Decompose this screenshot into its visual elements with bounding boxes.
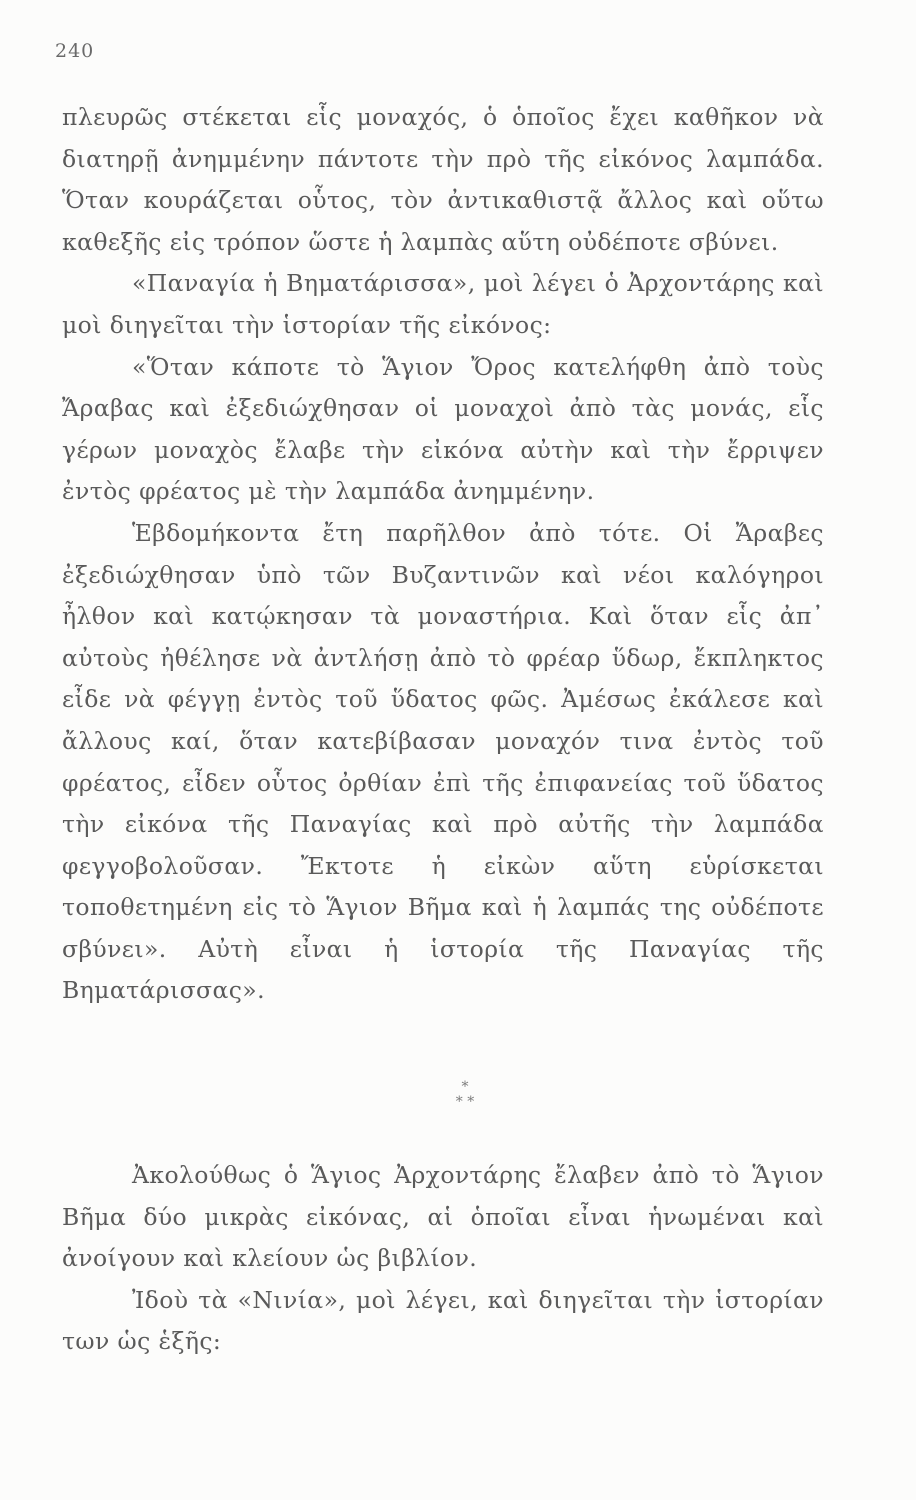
separator-stars-bottom: * * (455, 1094, 475, 1110)
paragraph-continuation: πλευρῶς στέκεται εἷς μοναχός, ὁ ὁποῖος ἔχει καθῆκον νὰ διατηρῇ ἀνημμένην πάντοτε τὴν πρὸ τῆς εἰκόνος λαμπάδα. Ὅταν κουράζεται οὗτος, τὸν ἀντικαθιστᾷ ἄλλος καὶ οὕτω καθεξῆς εἰς τρόπον ὥστε ἡ λαμπὰς αὕτη οὐδέποτε σβύνει. (62, 103, 824, 256)
second-text-block (62, 1155, 824, 1363)
paragraph: Ἰδοὺ τὰ «Νινία», μοὶ λέγει, καὶ διηγεῖται τὴν ἱστορίαν των ὡς ἑξῆς: (62, 1285, 824, 1356)
main-text-block (62, 97, 824, 1012)
paragraph: Ἀκολούθως ὁ Ἅγιος Ἀρχοντάρης ἔλαβεν ἀπὸ τὸ Ἅγιον Βῆμα δύο μικρὰς εἰκόνας, αἱ ὁποῖαι εἶναι ἡνωμέναι καὶ ἀνοίγουν καὶ κλείουν ὡς βιβλίον. (62, 1161, 824, 1273)
paragraph: Ἑβδομήκοντα ἔτη παρῆλθον ἀπὸ τότε. Οἱ Ἄραβες ἐξεδιώχθησαν ὑπὸ τῶν Βυζαντινῶν καὶ νέοι καλόγηροι ἦλθον καὶ κατῴκησαν τὰ μοναστήρια. Καὶ ὅταν εἷς ἀπ᾽ αὐτοὺς ἠθέλησε νὰ ἀντλήσῃ ἀπὸ τὸ φρέαρ ὕδωρ, ἔκπληκτος εἶδε νὰ φέγγῃ ἐντὸς τοῦ ὕδατος φῶς. Ἀμέσως ἐκάλεσε καὶ ἄλλους καί, ὅταν κατεβίβασαν μοναχόν τινα ἐντὸς τοῦ φρέατος, εἶδεν οὗτος ὀρθίαν ἐπὶ τῆς ἐπιφανείας τοῦ ὕδατος τὴν εἰκόνα τῆς Παναγίας καὶ πρὸ αὐτῆς τὴν λαμπάδα φεγγοβολοῦσαν. Ἔκτοτε ἡ εἰκὼν αὕτη εὑρίσκεται τοποθετημένη εἰς τὸ Ἅγιον Βῆμα καὶ ἡ λαμπάς της οὐδέποτε σβύνει». Αὐτὴ εἶναι ἡ ἱστορία τῆς Παναγίας τῆς Βηματάρισσας». (62, 518, 824, 1005)
paragraph: «Ὅταν κάποτε τὸ Ἅγιον Ὄρος κατελήφθη ἀπὸ τοὺς Ἄραβας καὶ ἐξεδιώχθησαν οἱ μοναχοὶ ἀπὸ τὰς μονάς, εἷς γέρων μοναχὸς ἔλαβε τὴν εἰκόνα αὐτὴν καὶ τὴν ἔρριψεν ἐντὸς φρέατος μὲ τὴν λαμπάδα ἀνημμένην. (62, 352, 824, 506)
page-number: 240 (55, 40, 95, 62)
separator-star-top: * (461, 1079, 469, 1095)
paragraph: «Παναγία ἡ Βηματάρισσα», μοὶ λέγει ὁ Ἀρχοντάρης καὶ μοὶ διηγεῖται τὴν ἱστορίαν τῆς εἰκόνος: (62, 269, 824, 339)
section-separator (445, 1080, 485, 1110)
